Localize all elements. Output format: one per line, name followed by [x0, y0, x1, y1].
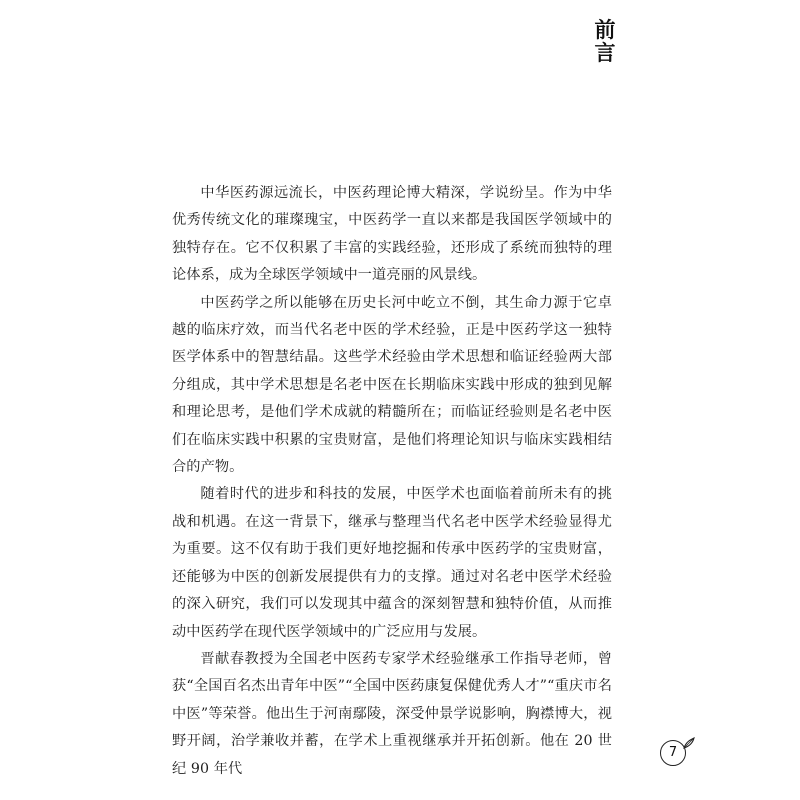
page-heading — [588, 18, 622, 64]
page-number: 7 — [660, 740, 686, 766]
heading-char-1: 前 — [594, 17, 616, 42]
leaf-ornament-icon — [682, 736, 696, 750]
paragraph-4: 晋献春教授为全国老中医药专家学术经验继承工作指导老师，曾获“全国百名杰出青年中医”“全国中医药康复保健优秀人才”“重庆市名中医”等荣誉。他出生于河南鄢陵，深受仲景学说影响，胸襟博大，视野开阔，治学兼收并蓄，在学术上重视继承并开拓创新。他在 20 世纪 90 年代 — [172, 650, 612, 777]
paragraph-3: 随着时代的进步和科技的发展，中医学术也面临着前所未有的挑战和机遇。在这一背景下，继承与整理当代名老中医学术经验显得尤为重要。这不仅有助于我们更好地挖掘和传承中医药学的宝贵财富，还能够为中医的创新发展提供有力的支撑。通过对名老中医学术经验的深入研究，我们可以发现其中蕴含的深刻智慧和独特价值，从而推动中医药学在现代医学领域中的广泛应用与发展。 — [172, 486, 612, 640]
body-text — [172, 180, 612, 783]
heading-char-2: 言 — [594, 40, 616, 65]
paragraph-1: 中华医药源远流长，中医药理论博大精深，学说纷呈。作为中华优秀传统文化的璀璨瑰宝，中医药学一直以来都是我国医学领域中的独特存在。它不仅积累了丰富的实践经验，还形成了系统而独特的理论体系，成为全球医学领域中一道亮丽的风景线。 — [172, 185, 612, 284]
paragraph-2: 中医药学之所以能够在历史长河中屹立不倒，其生命力源于它卓越的临床疗效，而当代名老中医的学术经验，正是中医药学这一独特医学体系中的智慧结晶。这些学术经验由学术思想和临证经验两大部分组成，其中学术思想是名老中医在长期临床实践中形成的独到见解和理论思考，是他们学术成就的精髓所在；而临证经验则是名老中医们在临床实践中积累的宝贵财富，是他们将理论知识与临床实践相结合的产物。 — [172, 294, 612, 476]
